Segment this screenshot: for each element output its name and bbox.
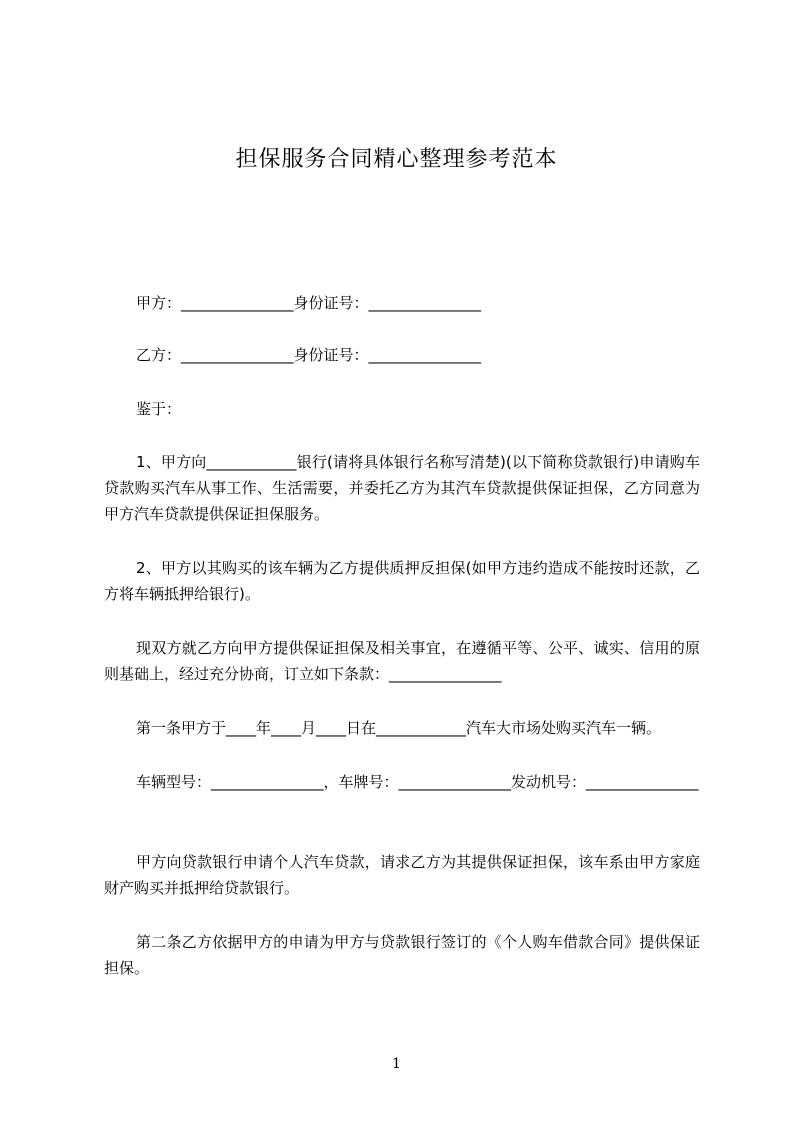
page-number: 1 xyxy=(392,1056,401,1072)
party-a-line: 甲方：_______________身份证号：_______________ xyxy=(136,294,482,312)
article-1: 第一条甲方于____年____月____日在____________汽车大市场处购买汽车一辆。 xyxy=(136,719,662,737)
preamble: 现双方就乙方向甲方提供保证担保及相关事宜，在遵循平等、公平、诚实、信用的原则基础上，经过充分协商，订立如下条款：_______________ xyxy=(104,639,700,683)
loan-application: 甲方向贷款银行申请个人汽车贷款，请求乙方为其提供保证担保，该车系由甲方家庭财产购买并抵押给贷款银行。 xyxy=(104,853,700,897)
vehicle-info: 车辆型号：_______________，车牌号：_______________发动机号：_______________ xyxy=(136,773,699,791)
whereas-heading: 鉴于： xyxy=(136,400,182,418)
article-2: 第二条乙方依据甲方的申请为甲方与贷款银行签订的《个人购车借款合同》提供保证担保。 xyxy=(104,933,700,977)
party-b-line: 乙方：_______________身份证号：_______________ xyxy=(136,346,482,364)
clause-1: 1、甲方向____________银行(请将具体银行名称写清楚)(以下简称贷款银行)申请购车贷款购买汽车从事工作、生活需要，并委托乙方为其汽车贷款提供保证担保，乙方同意为甲方汽车贷款提供保证担保服务。 xyxy=(104,453,700,523)
document-title: 担保服务合同精心整理参考范本 xyxy=(235,147,558,172)
clause-2: 2、甲方以其购买的该车辆为乙方提供质押反担保(如甲方违约造成不能按时还款，乙方将车辆抵押给银行)。 xyxy=(104,559,700,603)
